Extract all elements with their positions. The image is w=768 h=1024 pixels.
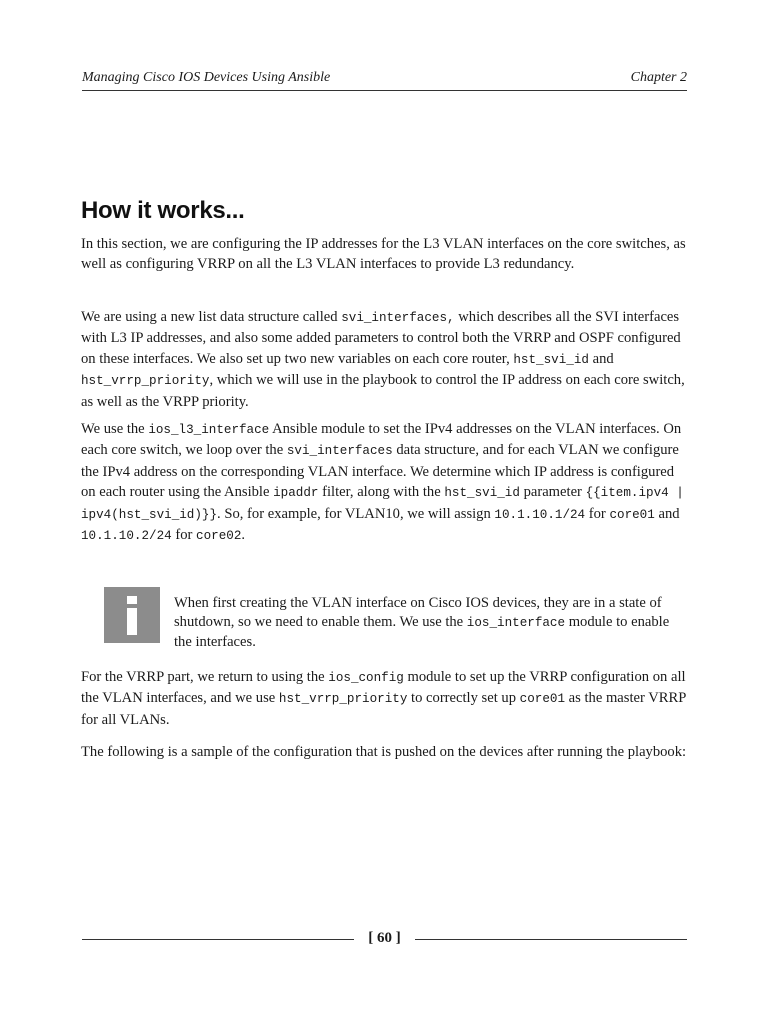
- paragraph-intro: In this section, we are configuring the IP addresses for the L3 VLAN interfaces on the core switches, as well as configuring VRRP on all the L3 VLAN interfaces to provide L3 redundancy.: [81, 236, 686, 273]
- inline-code: hst_vrrp_priority: [81, 374, 210, 389]
- inline-code: ios_interface: [466, 616, 566, 630]
- book-title: Managing Cisco IOS Devices Using Ansible: [82, 70, 331, 85]
- inline-code: 10.1.10.2/24: [81, 529, 172, 544]
- inline-code: ipaddr: [273, 486, 319, 501]
- page-footer: [82, 928, 687, 952]
- info-note: When first creating the VLAN interface on Cisco IOS devices, they are in a state of shutdown, so we need to enable them. We use the ios_interface module to enable the interfaces.: [174, 595, 670, 650]
- inline-code: svi_interfaces: [286, 444, 393, 459]
- paragraph-vrrp: For the VRRP part, we return to using the ios_config module to set up the VRRP configuration on all the VLAN interfaces, and we use hst_vrrp_priority to correctly set up core01 as the master VRRP for all VLANs.: [81, 669, 686, 728]
- paragraph-sample-intro: The following is a sample of the configuration that is pushed on the devices after running the playbook:: [81, 744, 687, 760]
- paragraph-l3-interface: We use the ios_l3_interface Ansible module to set the IPv4 addresses on the VLAN interfaces. On each core switch, we loop over the svi_interfaces data structure, and for each VLAN we configure the IPv4 address on the corresponding VLAN interface. We determine which IP address is configured on each router using the Ansible ipaddr filter, along with the hst_svi_id parameter {{item.ipv4 | ipv4(hst_svi_id)}}. So, for example, for VLAN10, we will assign 10.1.10.1/24 for core01 and 10.1.10.2/24 for core02.: [81, 421, 684, 544]
- inline-code: core01: [609, 507, 655, 522]
- inline-code: svi_interfaces,: [341, 311, 455, 325]
- inline-code: 10.1.10.1/24: [494, 507, 586, 522]
- inline-code: {{item.ipv4 | ipv4(hst_svi_id)}}: [81, 486, 684, 522]
- inline-code: hst_vrrp_priority: [278, 692, 408, 707]
- inline-code: hst_svi_id: [513, 352, 589, 367]
- footer-rule-right: [415, 939, 687, 940]
- inline-code: core02: [196, 529, 242, 544]
- inline-code: ios_l3_interface: [148, 423, 270, 437]
- inline-code: hst_svi_id: [444, 486, 520, 501]
- inline-code: core01: [519, 692, 566, 707]
- page-number: [ 60 ]: [368, 930, 401, 946]
- running-header: [82, 70, 687, 91]
- chapter-label: Chapter 2: [630, 70, 687, 85]
- inline-code: ios_config: [328, 671, 404, 685]
- info-icon: [104, 587, 160, 643]
- section-heading: How it works...: [81, 197, 245, 224]
- paragraph-data-structure: We are using a new list data structure called svi_interfaces, which describes all the SVI interfaces with L3 IP addresses, and also some added parameters to control both the VRRP and OSPF configured on these interfaces. We also set up two new variables on each core router, hst_svi_id and hst_vrrp_priority, which we will use in the playbook to control the IP address on each core switch, as well as the VRPP priority.: [81, 309, 685, 410]
